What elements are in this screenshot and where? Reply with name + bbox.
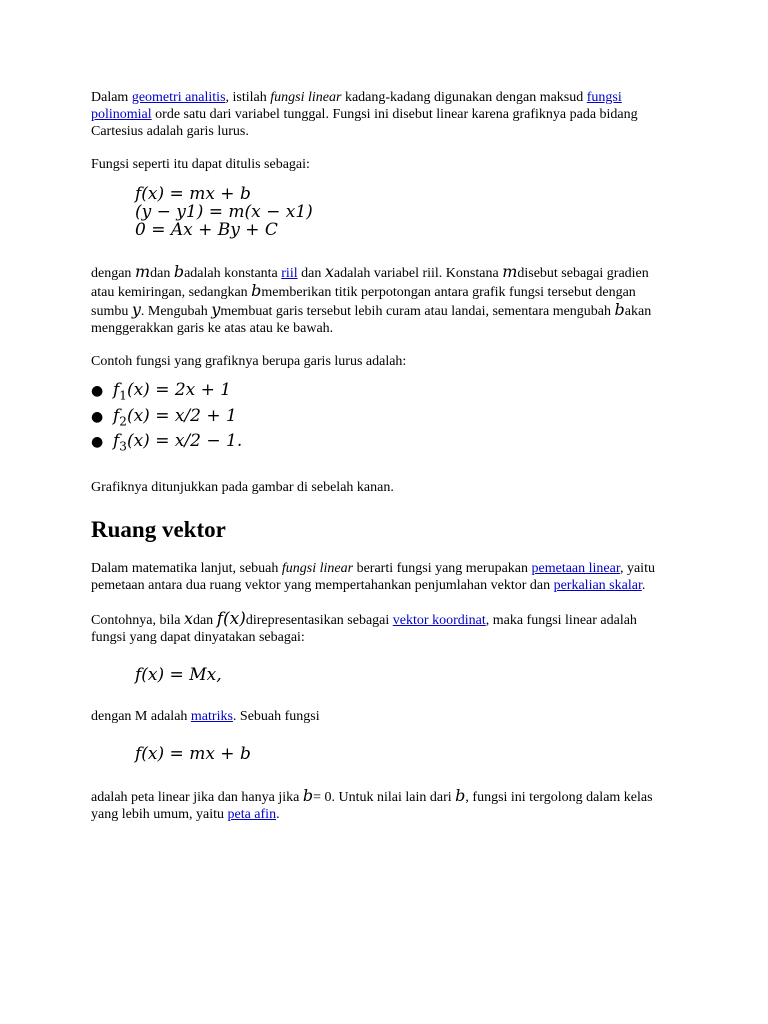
list-item: [91, 431, 671, 457]
equation-slope-intercept: f(x) = mx + b: [135, 184, 251, 204]
paragraph-examples-intro: Contoh fungsi yang grafiknya berupa garis lurus adalah:: [91, 354, 407, 369]
math-m: m: [502, 262, 518, 281]
link-geometri-analitis[interactable]: geometri analitis: [131, 90, 226, 105]
text: kadang-kadang digunakan dengan maksud: [341, 90, 587, 105]
link-riil[interactable]: riil: [281, 266, 298, 281]
link-matriks[interactable]: matriks: [190, 708, 233, 724]
link-vektor-koordinat[interactable]: vektor koordinat: [392, 612, 486, 628]
link-pemetaan-linear[interactable]: pemetaan linear: [531, 560, 620, 576]
paragraph-intro: [91, 89, 671, 140]
example-function-list: [91, 380, 671, 457]
text: dengan: [91, 266, 135, 281]
bullet-icon: ●: [91, 383, 104, 399]
paragraph-formula-intro: Fungsi seperti itu dapat ditulis sebagai:: [91, 157, 310, 172]
bullet-icon: ●: [91, 408, 104, 425]
paragraph-vector-space: [91, 560, 671, 594]
text: Contohnya, bila: [91, 612, 184, 628]
text: . Sebuah fungsi: [232, 708, 320, 724]
math-f: f: [113, 380, 120, 400]
emphasis-text: fungsi linear: [281, 560, 354, 576]
list-item: [91, 405, 671, 432]
text: berarti fungsi yang merupakan: [353, 560, 532, 576]
text: adalah peta linear jika dan hanya jika: [91, 789, 303, 805]
math-b: b: [455, 785, 466, 805]
list-item: [91, 380, 671, 406]
text: , maka fungsi linear adalah fungsi yang dapat dinyatakan sebagai:: [91, 612, 637, 645]
equation-block-forms: [135, 185, 671, 239]
math-f: f: [113, 405, 120, 426]
paragraph-affine: [91, 787, 671, 823]
math-b: b: [251, 281, 262, 300]
paragraph-coordinate-vector: [91, 610, 671, 646]
text: adalah variabel riil. Konstana: [333, 266, 503, 281]
section-heading: Ruang vektor: [91, 516, 226, 542]
text: , fungsi ini tergolong dalam kelas yang lebih umum, yaitu: [91, 789, 653, 822]
math-expression: (x) = x/2 − 1.: [126, 431, 243, 452]
document-body: [91, 89, 671, 839]
math-b: b: [173, 262, 185, 281]
equation-general-form: 0 = Ax + By + C: [135, 220, 278, 240]
math-b: b: [614, 300, 625, 319]
text: adalah konstanta: [184, 266, 282, 281]
text: memberikan titik perpotongan antara grafik fungsi tersebut dengan sumbu: [91, 285, 636, 319]
subscript: 1: [119, 388, 127, 403]
emphasis-text: fungsi linear: [270, 90, 342, 105]
math-y: y: [131, 300, 141, 319]
equation: f(x) = mx + b: [135, 743, 251, 764]
text: Dalam matematika lanjut, sebuah: [91, 560, 282, 576]
text: , istilah: [225, 90, 271, 105]
text: orde satu dari variabel tunggal. Fungsi ini disebut linear karena grafiknya pada bidang Cartesius adalah garis lurus.: [91, 107, 638, 139]
math-fx: f(x): [216, 608, 246, 629]
subscript: 3: [119, 439, 127, 454]
text: = 0. Untuk nilai lain dari: [313, 789, 456, 805]
equation-matrix-form: [135, 666, 671, 684]
bullet-icon: ●: [91, 434, 104, 451]
paragraph-matrix: [91, 708, 671, 725]
math-expression: (x) = 2x + 1: [126, 380, 232, 400]
math-y: y: [211, 300, 221, 319]
text: Dalam: [91, 90, 132, 105]
math-expression: (x) = x/2 + 1: [126, 405, 237, 426]
equation-point-slope: (y − y1) = m(x − x1): [135, 202, 313, 222]
subscript: 2: [119, 414, 127, 429]
text: akan menggerakkan garis ke atas atau ke bawah.: [91, 304, 652, 336]
math-b: b: [302, 785, 314, 805]
paragraph-graph-note: Grafiknya ditunjukkan pada gambar di sebelah kanan.: [91, 479, 394, 495]
link-fungsi-polinomial[interactable]: fungsi polinomial: [91, 90, 622, 122]
text: dengan M adalah: [91, 708, 191, 724]
text: dan: [192, 612, 217, 628]
math-m: m: [134, 262, 151, 281]
math-x: x: [324, 262, 334, 281]
text: dan: [150, 266, 174, 281]
text: membuat garis tersebut lebih curam atau landai, sementara mengubah: [220, 304, 615, 319]
text: .: [641, 577, 646, 593]
link-perkalian-skalar[interactable]: perkalian skalar: [553, 577, 642, 593]
text: direpresentasikan sebagai: [245, 612, 393, 628]
text: disebut sebagai gradien atau kemiringan, sedangkan: [91, 266, 649, 300]
paragraph-constants: [91, 263, 671, 337]
math-f: f: [113, 431, 120, 452]
math-x: x: [183, 608, 193, 628]
equation-affine-form: [135, 745, 671, 763]
text: .: [276, 806, 280, 822]
link-peta-afin[interactable]: peta afin: [227, 806, 277, 822]
text: , yaitu pemetaan antara dua ruang vektor yang mempertahankan penjumlahan vektor dan: [91, 560, 655, 593]
text: dan: [297, 266, 325, 281]
text: . Mengubah: [140, 304, 212, 319]
equation: f(x) = Mx,: [135, 664, 222, 685]
